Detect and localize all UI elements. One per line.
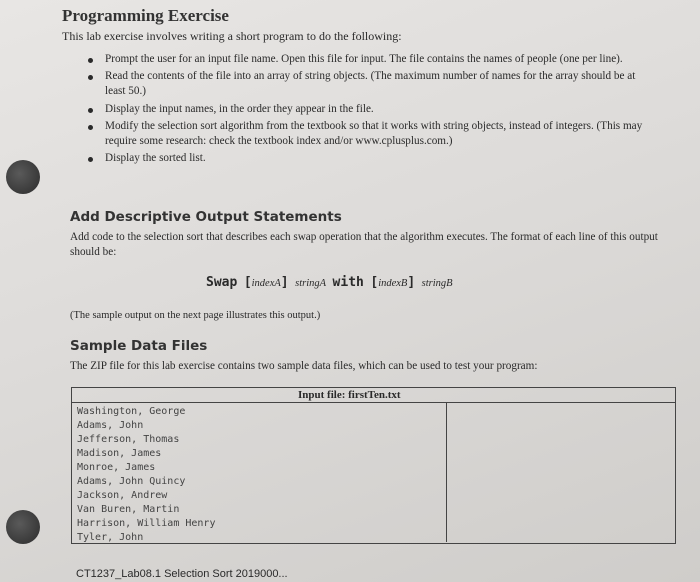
binder-hole-bottom [6, 510, 40, 544]
swap-format-line: Swap [indexA] stringA with [indexB] stringB [206, 275, 453, 290]
list-item: Prompt the user for an input file name. Open this file for input. The file contains the names of people (one per line). [88, 52, 648, 67]
requirements-list [88, 52, 648, 168]
table-row: Adams, John Quincy [77, 476, 186, 487]
table-body [72, 403, 447, 542]
table-row: Jefferson, Thomas [77, 434, 180, 445]
binder-hole-top [6, 160, 40, 194]
list-item: Display the sorted list. [88, 151, 648, 166]
section-heading-output: Add Descriptive Output Statements [70, 209, 342, 225]
table-row: Washington, George [77, 406, 186, 417]
name-list [72, 403, 446, 545]
table-row: Jackson, Andrew [77, 490, 168, 501]
sample-data-description: The ZIP file for this lab exercise contains two sample data files, which can be used to test your program: [70, 360, 538, 372]
page-title: Programming Exercise [62, 6, 229, 25]
table-row: Harrison, William Henry [77, 518, 216, 529]
bullet-icon [88, 125, 93, 130]
table-row: Adams, John [77, 420, 144, 431]
page-footer: CT1237_Lab08.1 Selection Sort 2019000... [76, 568, 288, 580]
bullet-icon [88, 157, 93, 162]
output-description: Add code to the selection sort that describes each swap operation that the algorithm executes. The format of each line of this output should be: [70, 231, 658, 258]
list-item: Modify the selection sort algorithm from the textbook so that it works with string objects, instead of integers. (This may require some research: check the textbook index and/or www.cplusplus.com.) [88, 119, 648, 149]
intro-text: This lab exercise involves writing a short program to do the following: [62, 29, 402, 43]
table-row: Tyler, John [77, 532, 144, 543]
bullet-icon [88, 108, 93, 113]
section-heading-sample-data: Sample Data Files [70, 338, 208, 354]
table-row: Madison, James [77, 448, 162, 459]
sample-file-table [71, 387, 676, 544]
list-item: Display the input names, in the order they appear in the file. [88, 102, 648, 117]
table-row: Van Buren, Martin [77, 504, 180, 515]
bullet-icon [88, 58, 93, 63]
sample-output-note: (The sample output on the next page illustrates this output.) [70, 310, 321, 321]
bullet-icon [88, 75, 93, 80]
table-header: Input file: firstTen.txt [72, 388, 675, 403]
list-item: Read the contents of the file into an array of string objects. (The maximum number of names for the array should be at least 50.) [88, 69, 648, 99]
table-row: Monroe, James [77, 462, 156, 473]
